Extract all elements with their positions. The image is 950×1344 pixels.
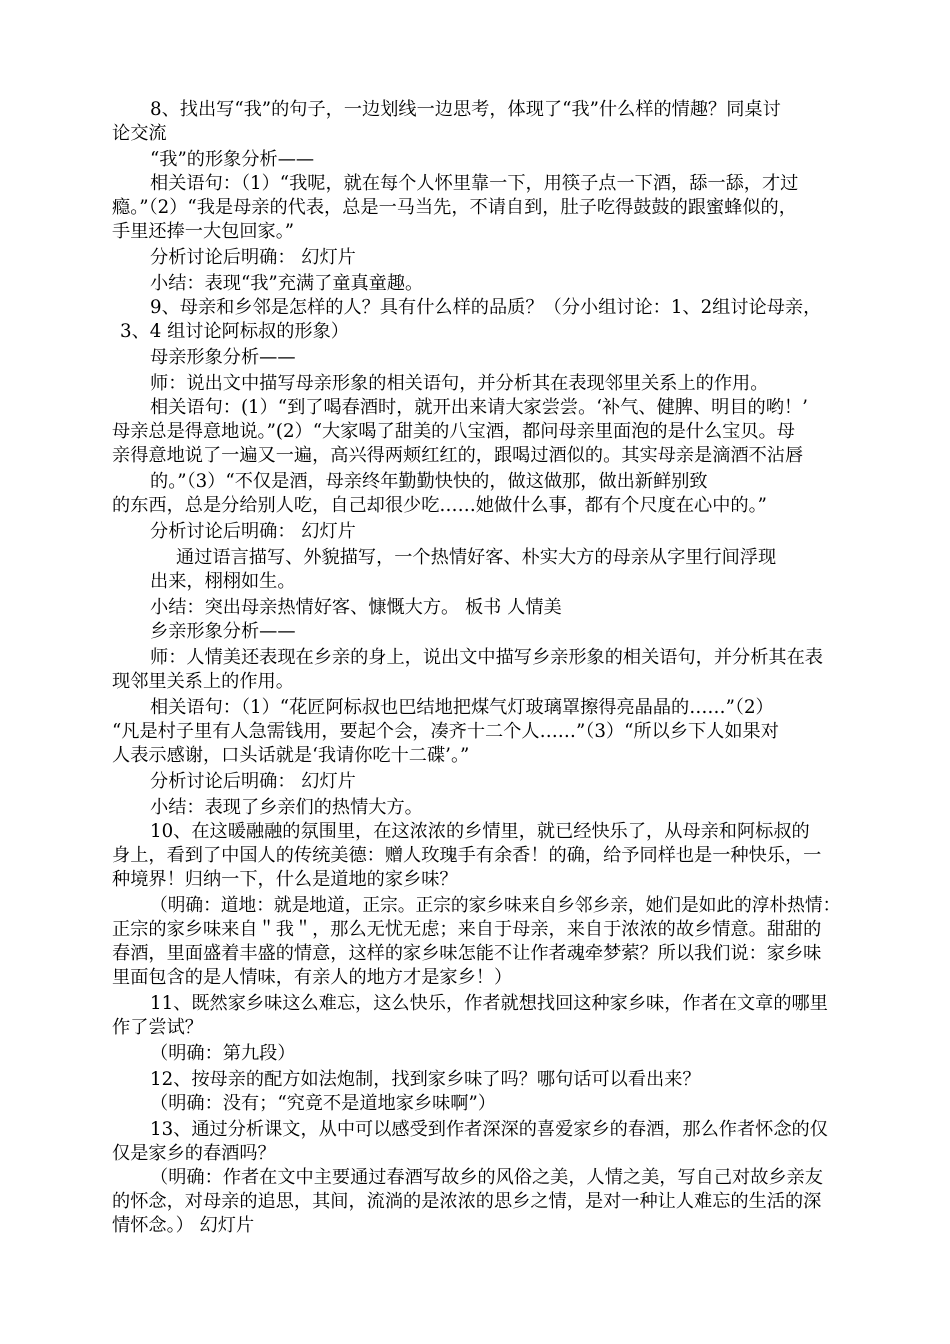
text-line: 分析讨论后明确： 幻灯片 — [150, 521, 356, 542]
text-line: “凡是村子里有人急需钱用，要起个会，凑齐十二个人……”（3）“所以乡下人如果对 — [112, 721, 779, 742]
text-line: 作了尝试？ — [112, 1017, 203, 1038]
text-line: 论交流 — [112, 123, 167, 144]
text-line: 师：人情美还表现在乡亲的身上，说出文中描写乡亲形象的相关语句，并分析其在表 — [150, 647, 823, 668]
text-line: 人表示感谢，口头话就是‘我请你吃十二碟’。” — [112, 745, 470, 766]
text-line: 小结：表现“我”充满了童真童趣。 — [150, 273, 424, 294]
text-line: 亲得意地说了一遍又一遍，高兴得两颊红红的，跟喝过酒似的。其实母亲是滴酒不沾唇 — [112, 445, 804, 466]
text-line: 11、既然家乡味这么难忘，这么快乐，作者就想找回这种家乡味，作者在文章的哪里 — [150, 993, 828, 1014]
text-line: 分析讨论后明确： 幻灯片 — [150, 771, 356, 792]
text-line: 的怀念，对母亲的追思，其间，流淌的是浓浓的思乡之情，是对一种让人难忘的生活的深 — [112, 1191, 822, 1212]
text-line: 师：说出文中描写母亲形象的相关语句，并分析其在表现邻里关系上的作用。 — [150, 373, 769, 394]
text-line: 现邻里关系上的作用。 — [112, 671, 294, 692]
text-line: 12、按母亲的配方如法炮制，找到家乡味了吗？哪句话可以看出来？ — [150, 1069, 701, 1090]
text-line: 情怀念。） 幻灯片 — [112, 1215, 255, 1236]
text-line: 小结：表现了乡亲们的热情大方。 — [150, 797, 423, 818]
text-line: 春酒，里面盛着丰盛的情意，这样的家乡味怎能不让作者魂牵梦萦？所以我们说：家乡味 — [112, 943, 822, 964]
text-line: 正宗的家乡味来自＂我＂，那么无忧无虑；来自于母亲，来自于浓浓的故乡情意。甜甜的 — [112, 919, 822, 940]
text-line: 种境界！归纳一下，什么是道地的家乡味？ — [112, 869, 458, 890]
text-line: 9、母亲和乡邻是怎样的人？具有什么样的品质？（分小组讨论：1、2组讨论母亲， — [150, 297, 822, 318]
text-line: 手里还捧一大包回家。” — [112, 221, 295, 242]
text-line: 3、4 组讨论阿标叔的形象） — [120, 321, 349, 342]
text-line: 通过语言描写、外貌描写，一个热情好客、朴实大方的母亲从字里行间浮现 — [176, 547, 777, 568]
text-line: 瘾。”（2）“我是母亲的代表，总是一马当先，不请自到，肚子吃得鼓鼓的跟蜜蜂似的， — [112, 197, 797, 218]
text-line: （明确：没有；“究竟不是道地家乡味啊”） — [150, 1093, 496, 1114]
text-line: 的东西，总是分给别人吃，自己却很少吃……她做什么事，都有个尺度在心中的。” — [112, 495, 767, 516]
text-line: （明确：第九段） — [150, 1043, 296, 1064]
text-line: （明确：作者在文中主要通过春酒写故乡的风俗之美，人情之美，写自己对故乡亲友 — [150, 1167, 823, 1188]
text-line: 仅是家乡的春酒吗？ — [112, 1143, 276, 1164]
text-line: 出来，栩栩如生。 — [150, 571, 296, 592]
text-line: 相关语句：（1）“花匠阿标叔也巴结地把煤气灯玻璃罩擦得亮晶晶的……”（2） — [150, 697, 774, 718]
section-heading: 乡亲形象分析—— — [150, 621, 296, 642]
text-line: 分析讨论后明确： 幻灯片 — [150, 247, 356, 268]
text-line: 相关语句：(1）“到了喝春酒时，就开出来请大家尝尝。‘补气、健脾、明目的哟！’ — [150, 397, 808, 418]
text-line: 里面包含的是人情味，有亲人的地方才是家乡！） — [112, 967, 513, 988]
section-heading: 母亲形象分析—— — [150, 347, 296, 368]
text-line: 8、找出写“我”的句子，一边划线一边思考，体现了“我”什么样的情趣？同桌讨 — [150, 99, 781, 120]
section-heading: “我”的形象分析—— — [150, 149, 315, 170]
text-line: 的。”（3）“不仅是酒，母亲终年勤勤快快的，做这做那，做出新鲜别致 — [150, 471, 708, 492]
text-line: （明确：道地：就是地道，正宗。正宗的家乡味来自乡邻乡亲，她们是如此的淳朴热情： — [150, 895, 841, 916]
text-line: 母亲总是得意地说。”(2）“大家喝了甜美的八宝酒，都问母亲里面泡的是什么宝贝。母 — [112, 421, 795, 442]
text-line: 身上，看到了中国人的传统美德：赠人玫瑰手有余香！的确，给予同样也是一种快乐，一 — [112, 845, 822, 866]
text-line: 10、在这暖融融的氛围里，在这浓浓的乡情里，就已经快乐了，从母亲和阿标叔的 — [150, 821, 810, 842]
text-line: 相关语句：（1）“我呢，就在每个人怀里靠一下，用筷子点一下酒，舔一舔，才过 — [150, 173, 799, 194]
text-line: 小结：突出母亲热情好客、慷慨大方。 板书 人情美 — [150, 597, 562, 618]
text-line: 13、通过分析课文，从中可以感受到作者深深的喜爱家乡的春酒，那么作者怀念的仅 — [150, 1119, 828, 1140]
